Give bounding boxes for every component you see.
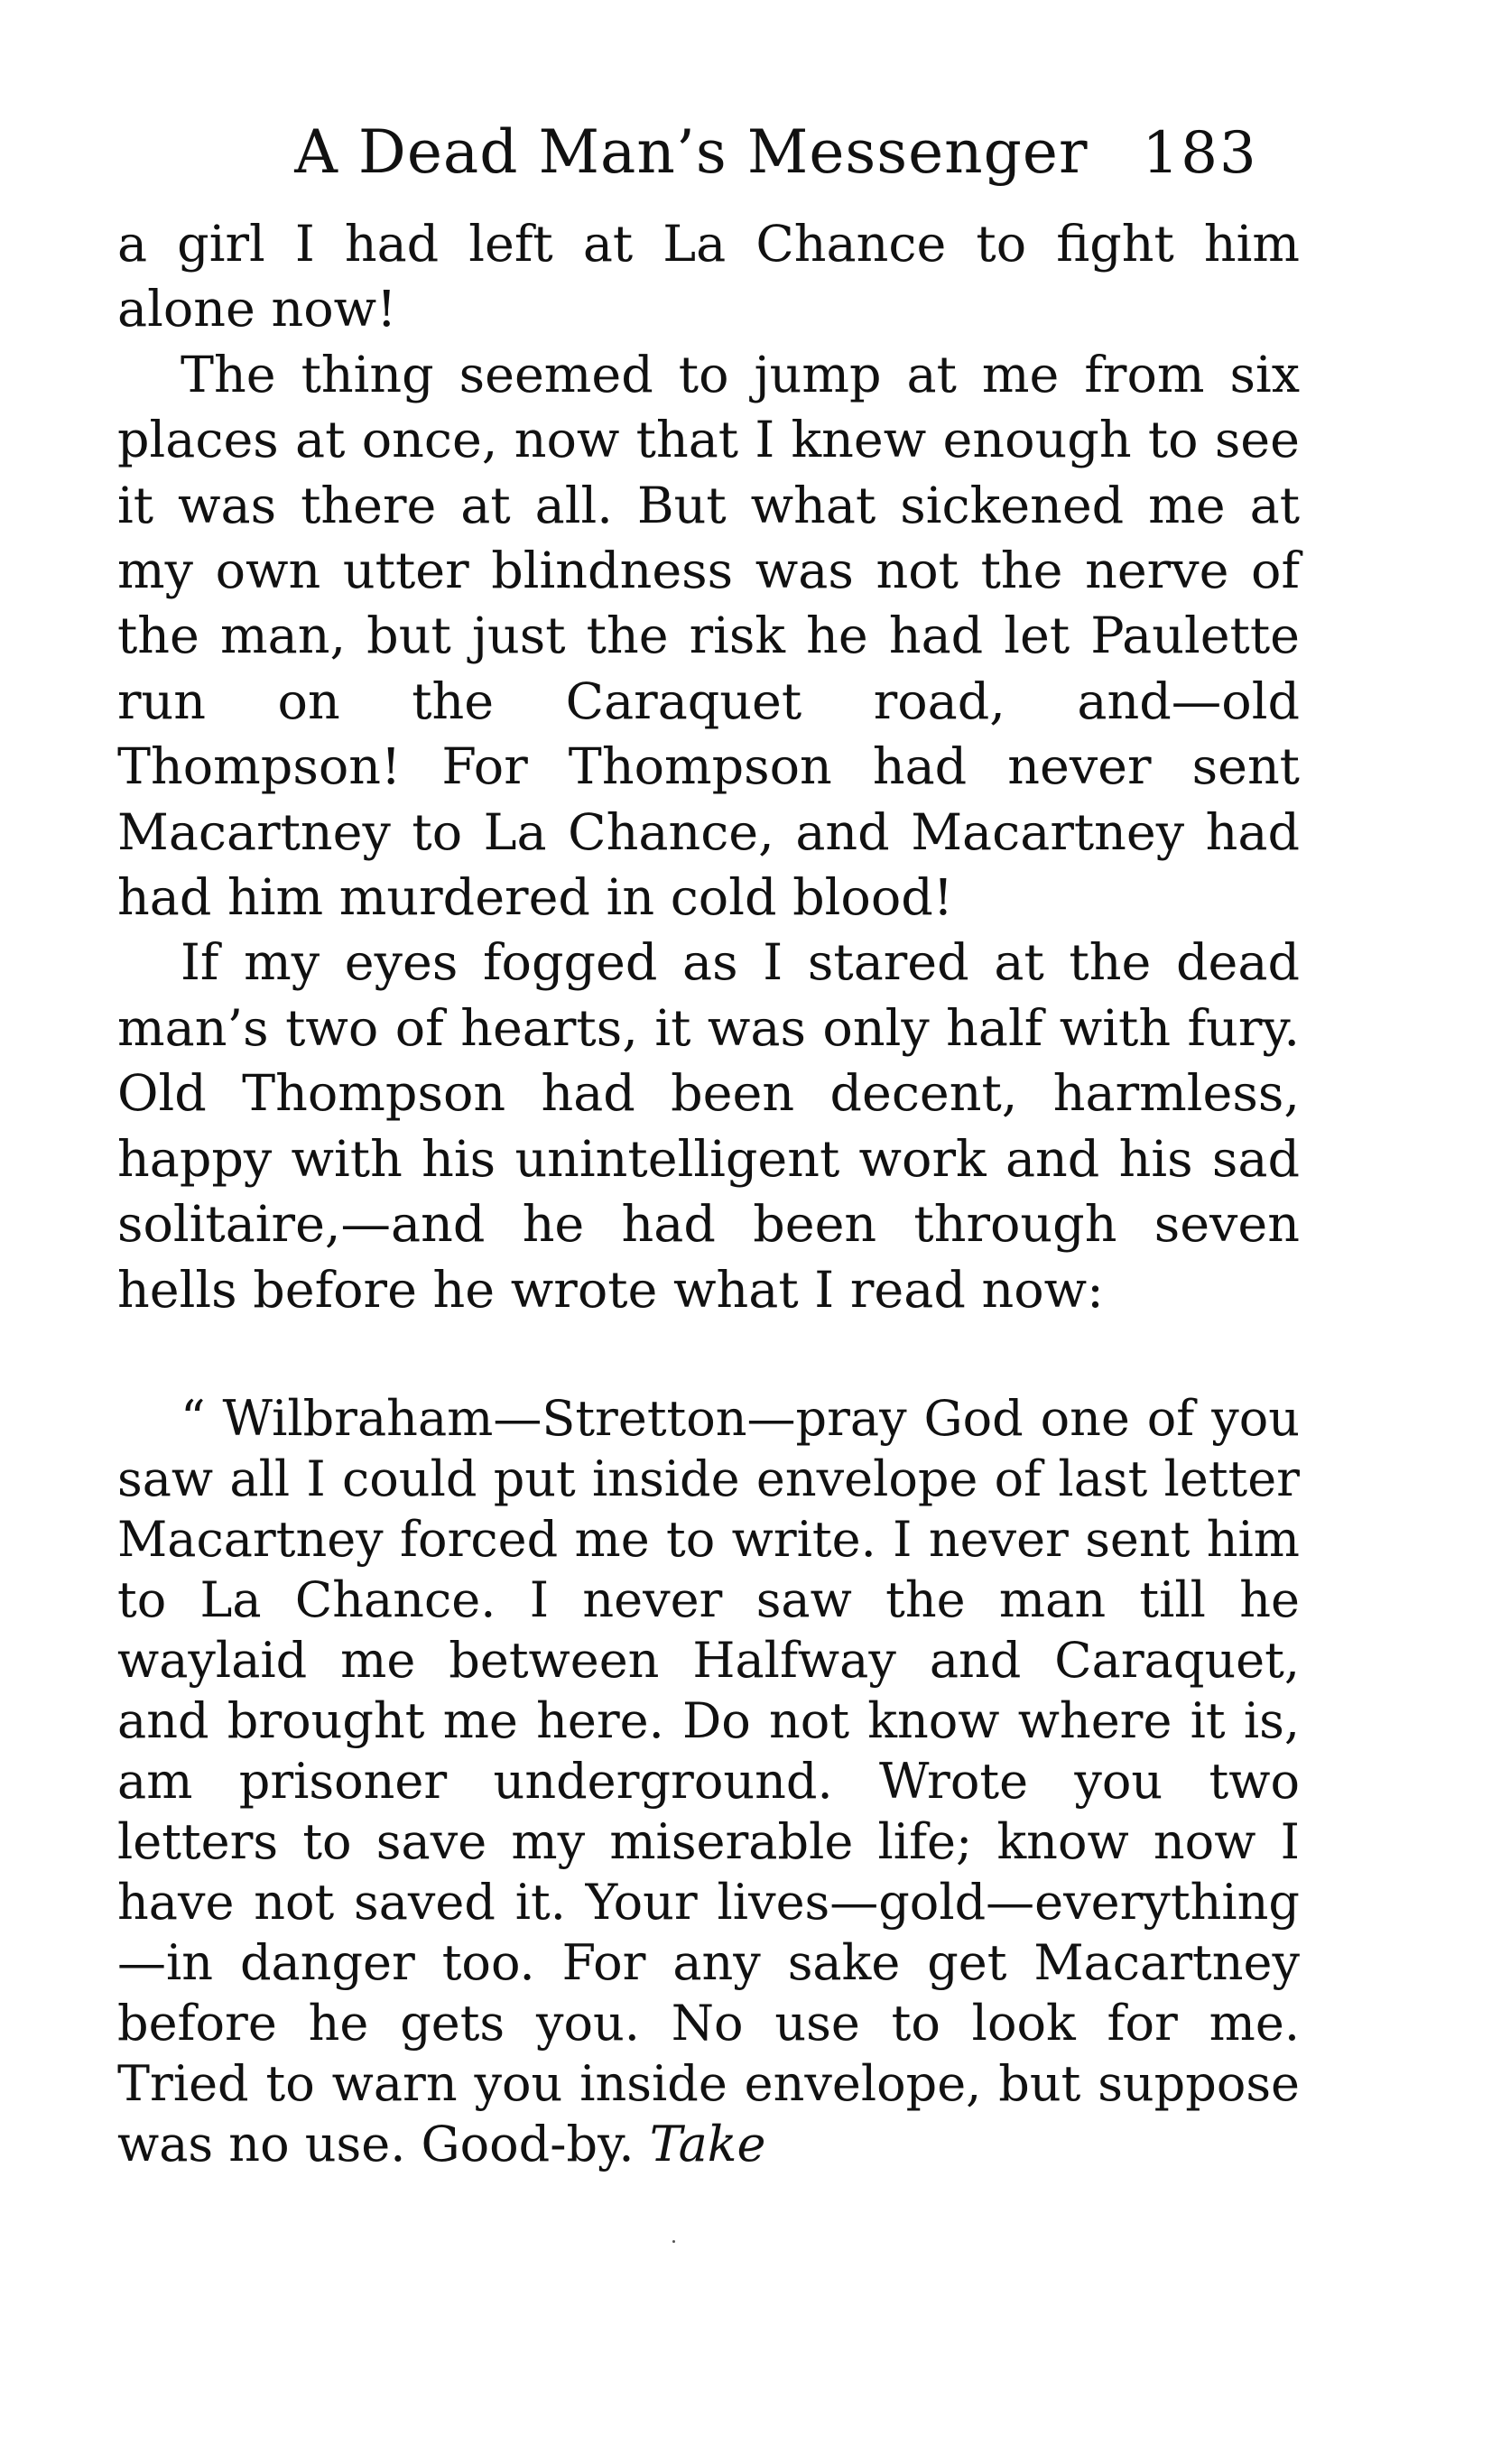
print-speck <box>672 2240 675 2243</box>
paragraph-continuation: a girl I had left at La Chance to fight him alone now! <box>117 215 1300 339</box>
letter-paragraph <box>117 1388 1300 2174</box>
paragraph: The thing seemed to jump at me from six places at once, now that I knew enough to see it was there at all. But what sickened me at my own utter blindness was not the nerve of the man, but just the risk he had let Paulette run on the Caraquet road, and—old Thompson! For Thompson had never sent Macartney to La Chance, and Macartney had had him murdered in cold blood! <box>117 345 1300 928</box>
page-number: 183 <box>1142 120 1258 187</box>
running-header <box>117 117 1300 212</box>
quoted-letter <box>117 1388 1300 2174</box>
book-page <box>117 117 1300 2392</box>
chapter-title: A Dead Man’s Messenger <box>294 117 1089 187</box>
letter-final-word: Take <box>649 2115 766 2172</box>
paragraph: If my eyes fogged as I stared at the dead man’s two of hearts, it was only half with fury. Old Thompson had been decent, harmless, happy with his unintelligent work and his sad solitaire,—and he had been through seven hells before he wrote what I read now: <box>117 933 1300 1320</box>
body-text <box>117 212 1300 1323</box>
letter-text: “ Wilbraham—Stretton—pray God one of you saw all I could put inside envelope of last letter Macartney forced me to write. I never sent him to La Chance. I never saw the man till he waylaid me between Halfway and Caraquet, and brought me here. Do not know where it is, am prisoner underground. Wrote you two letters to save my miserable life; know now I have not saved it. Your lives—gold—everything—in danger too. For any sake get Macartney before he gets you. No use to look for me. Tried to warn you inside envelope, but suppose was no use. Good-by. <box>117 1389 1300 2172</box>
